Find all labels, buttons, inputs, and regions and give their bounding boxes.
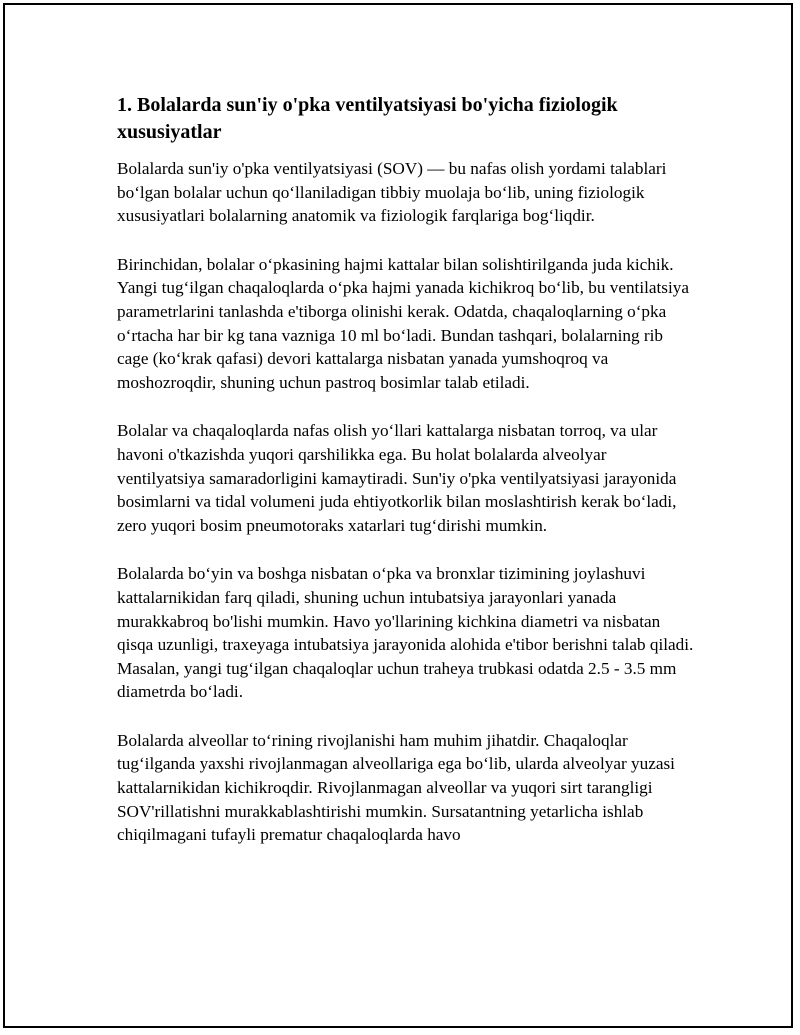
paragraph-intubation: Bolalarda bo‘yin va boshga nisbatan o‘pka va bronxlar tizimining joylashuvi kattalarnikidan farq qiladi, shuning uchun intubatsiya jarayonlari yanada murakkabroq bo'lishi mumkin. Havo yo'llarining kichkina diametri va nisbatan qisqa uzunligi, traxeyaga intubatsiya jarayonida alohida e'tibor berishni talab qiladi. Masalan, yangi tug‘ilgan chaqaloqlar uchun traheya trubkasi odatda 2.5 - 3.5 mm diametrda bo‘ladi.: [117, 564, 694, 702]
section-heading: 1. Bolalarda sun'iy o'pka ventilyatsiyasi bo'yicha fiziologik xususiyatlar: [117, 94, 618, 143]
paragraph-lung-volume: Birinchidan, bolalar o‘pkasining hajmi kattalar bilan solishtirilganda juda kichik. Yangi tug‘ilgan chaqaloqlarda o‘pka hajmi yanada kichikroq bo‘lib, bu ventilatsiya parametrlarini tanlashda e'tiborga olinishi kerak. Odatda, chaqaloqlarning o‘pka o‘rtacha har bir kg tana vazniga 10 ml bo‘ladi. Bundan tashqari, bolalarning rib cage (ko‘krak qafasi) devori kattalarga nisbatan yanada yumshoqroq va moshozroqdir, shuning uchun pastroq bosimlar talab etiladi.: [117, 254, 689, 392]
paragraph-airways: Bolalar va chaqaloqlarda nafas olish yo‘llari kattalarga nisbatan torroq, va ular havoni o'tkazishda yuqori qarshilikka ega. Bu holat bolalarda alveolyar ventilyatsiya samaradorligini kamaytiradi. Sun'iy o'pka ventilyatsiyasi jarayonida bosimlarni va tidal volumeni juda ehtiyotkorlik bilan moslashtirish kerak bo‘ladi, zero yuqori bosim pneumotoraks xatarlari tug‘dirishi mumkin.: [117, 421, 677, 535]
document-body: [117, 92, 697, 872]
paragraph-intro: Bolalarda sun'iy o'pka ventilyatsiyasi (SOV) — bu nafas olish yordami talablari bo‘lgan bolalar uchun qo‘llaniladigan tibbiy muolaja bo‘lib, uning fiziologik xususiyatlari bolalarning anatomik va fiziologik farqlariga bog‘liqdir.: [117, 159, 667, 226]
paragraph-alveoli: Bolalarda alveollar to‘rining rivojlanishi ham muhim jihatdir. Chaqaloqlar tug‘ilganda yaxshi rivojlanmagan alveollariga ega bo‘lib, ularda alveolyar yuzasi kattalarnikidan kichikroqdir. Rivojlanmagan alveollar va yuqori sirt tarangligi SOV'rillatishni murakkablashtirishi mumkin. Sursatantning yetarlicha ishlab chiqilmagani tufayli prematur chaqaloqlarda havo: [117, 730, 675, 845]
